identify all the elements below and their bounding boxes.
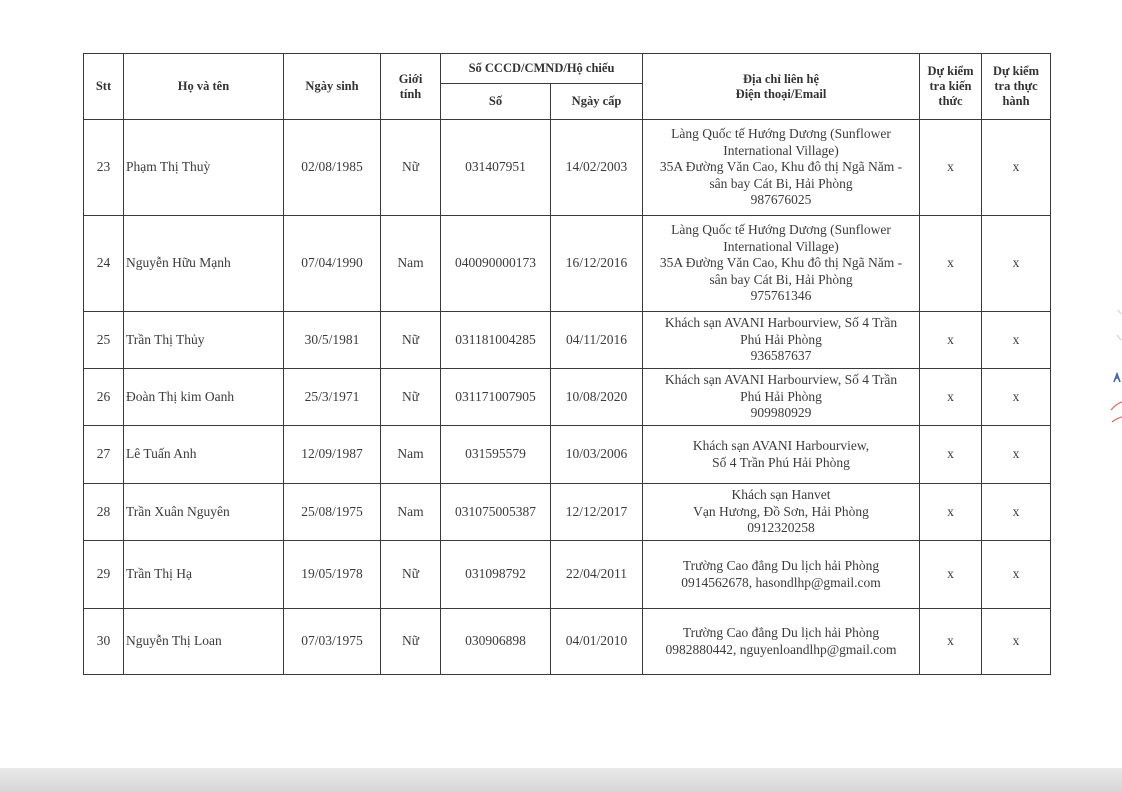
- cell-id-number: 031075005387: [441, 484, 551, 541]
- cell-name: Nguyễn Thị Loan: [124, 609, 284, 675]
- header-gender-line: Giới: [398, 71, 423, 86]
- header-contact-line: Điện thoại/Email: [735, 86, 827, 101]
- contact-line: 35A Đường Văn Cao, Khu đô thị Ngã Năm -: [659, 159, 903, 175]
- cell-contact: [643, 369, 920, 426]
- cell-name: Trần Thị Hạ: [124, 541, 284, 609]
- contact-line: sân bay Cát Bi, Hải Phòng: [709, 271, 853, 287]
- cell-id-number: 031407951: [441, 120, 551, 216]
- cell-practice: x: [982, 426, 1051, 484]
- cell-practice: x: [982, 312, 1051, 369]
- table-row: [84, 120, 1051, 216]
- cell-stt: 28: [84, 484, 124, 541]
- cell-stt: 27: [84, 426, 124, 484]
- cell-theory: x: [920, 369, 982, 426]
- cell-name: Đoàn Thị kim Oanh: [124, 369, 284, 426]
- cell-gender: Nam: [381, 216, 441, 312]
- header-gender: [381, 54, 441, 120]
- cell-dob: 07/03/1975: [284, 609, 381, 675]
- cell-gender: Nữ: [381, 120, 441, 216]
- cell-practice: x: [982, 609, 1051, 675]
- cell-stt: 24: [84, 216, 124, 312]
- contact-line: 35A Đường Văn Cao, Khu đô thị Ngã Năm -: [659, 255, 903, 271]
- contact-line: Trường Cao đẳng Du lịch hải Phòng: [682, 558, 880, 573]
- cell-name: Trần Thị Thủy: [124, 312, 284, 369]
- cell-contact: [643, 120, 920, 216]
- cell-id-number: 031171007905: [441, 369, 551, 426]
- cell-practice: x: [982, 541, 1051, 609]
- cell-practice: x: [982, 216, 1051, 312]
- contact-line: Vạn Hương, Đồ Sơn, Hải Phòng: [693, 503, 869, 519]
- table-row: [84, 426, 1051, 484]
- cell-id-date: 12/12/2017: [551, 484, 643, 541]
- table-row: [84, 312, 1051, 369]
- cell-practice: x: [982, 484, 1051, 541]
- cell-dob: 30/5/1981: [284, 312, 381, 369]
- cell-contact: [643, 426, 920, 484]
- cell-id-date: 22/04/2011: [551, 541, 643, 609]
- contact-line: 0912320258: [747, 520, 815, 536]
- contact-line: Phú Hải Phòng: [740, 388, 822, 404]
- cell-id-date: 04/11/2016: [551, 312, 643, 369]
- participant-table: [83, 53, 1051, 675]
- cell-id-date: 04/01/2010: [551, 609, 643, 675]
- cell-gender: Nữ: [381, 369, 441, 426]
- header-contact: [643, 54, 920, 120]
- margin-mark-scribble: [1108, 290, 1122, 440]
- cell-practice: x: [982, 120, 1051, 216]
- header-name: Họ và tên: [124, 54, 284, 120]
- contact-line: Trường Cao đẳng Du lịch hải Phòng: [682, 625, 880, 640]
- contact-line: International Village): [723, 238, 839, 254]
- cell-gender: Nam: [381, 426, 441, 484]
- contact-line: 0982880442, nguyenloandlhp@gmail.com: [665, 641, 897, 657]
- cell-gender: Nữ: [381, 312, 441, 369]
- contact-line: Phú Hải Phòng: [740, 331, 822, 347]
- header-gender-line: tính: [399, 86, 422, 101]
- cell-id-date: 14/02/2003: [551, 120, 643, 216]
- cell-theory: x: [920, 541, 982, 609]
- header-dob: Ngày sinh: [284, 54, 381, 120]
- cell-stt: 30: [84, 609, 124, 675]
- header-id-group: Số CCCD/CMND/Hộ chiếu: [441, 54, 643, 84]
- table-row: [84, 541, 1051, 609]
- cell-contact: [643, 216, 920, 312]
- header-practice-line: tra thực: [994, 79, 1038, 93]
- cell-theory: x: [920, 484, 982, 541]
- participant-table-container: [83, 53, 1051, 675]
- contact-line: 909980929: [750, 405, 812, 421]
- cell-stt: 26: [84, 369, 124, 426]
- cell-id-number: 030906898: [441, 609, 551, 675]
- cell-theory: x: [920, 609, 982, 675]
- cell-contact: [643, 541, 920, 609]
- cell-dob: 07/04/1990: [284, 216, 381, 312]
- cell-dob: 12/09/1987: [284, 426, 381, 484]
- cell-id-number: 031181004285: [441, 312, 551, 369]
- cell-dob: 25/08/1975: [284, 484, 381, 541]
- cell-name: Trần Xuân Nguyên: [124, 484, 284, 541]
- cell-practice: x: [982, 369, 1051, 426]
- cell-name: Phạm Thị Thuỳ: [124, 120, 284, 216]
- cell-contact: [643, 609, 920, 675]
- contact-line: Số 4 Trần Phú Hải Phòng: [712, 454, 850, 470]
- cell-id-date: 10/03/2006: [551, 426, 643, 484]
- cell-gender: Nam: [381, 484, 441, 541]
- cell-id-date: 10/08/2020: [551, 369, 643, 426]
- header-id-number: Số: [441, 84, 551, 120]
- header-theory-line: thức: [938, 94, 963, 108]
- header-theory-line: Dự kiểm: [927, 64, 974, 78]
- header-contact-line: Địa chỉ liên hệ: [742, 71, 820, 86]
- header-practice: [982, 54, 1051, 120]
- contact-line: 975761346: [750, 288, 812, 304]
- cell-theory: x: [920, 120, 982, 216]
- cell-theory: x: [920, 312, 982, 369]
- contact-line: Khách sạn AVANI Harbourview,: [692, 438, 870, 453]
- page-edge-shadow: [0, 768, 1122, 792]
- contact-line: Làng Quốc tế Hướng Dương (Sunflower: [671, 126, 891, 142]
- cell-theory: x: [920, 426, 982, 484]
- table-row: [84, 216, 1051, 312]
- cell-dob: 25/3/1971: [284, 369, 381, 426]
- header-practice-line: hành: [1002, 94, 1030, 108]
- cell-dob: 02/08/1985: [284, 120, 381, 216]
- contact-line: 0914562678, hasondlhp@gmail.com: [681, 574, 881, 590]
- cell-id-number: 031595579: [441, 426, 551, 484]
- cell-gender: Nữ: [381, 541, 441, 609]
- cell-dob: 19/05/1978: [284, 541, 381, 609]
- contact-line: 987676025: [750, 192, 812, 208]
- table-row: [84, 484, 1051, 541]
- contact-line: International Village): [723, 142, 839, 158]
- cell-gender: Nữ: [381, 609, 441, 675]
- header-theory: [920, 54, 982, 120]
- cell-stt: 25: [84, 312, 124, 369]
- header-stt: Stt: [84, 54, 124, 120]
- cell-stt: 29: [84, 541, 124, 609]
- cell-id-date: 16/12/2016: [551, 216, 643, 312]
- cell-name: Nguyễn Hữu Mạnh: [124, 216, 284, 312]
- table-row: [84, 369, 1051, 426]
- contact-line: Khách sạn AVANI Harbourview, Số 4 Trần: [664, 315, 898, 331]
- contact-line: 936587637: [750, 348, 812, 364]
- contact-line: Khách sạn AVANI Harbourview, Số 4 Trần: [664, 372, 898, 388]
- table-row: [84, 609, 1051, 675]
- header-theory-line: tra kiến: [929, 79, 972, 93]
- cell-stt: 23: [84, 120, 124, 216]
- contact-line: sân bay Cát Bi, Hải Phòng: [709, 175, 853, 191]
- cell-theory: x: [920, 216, 982, 312]
- header-practice-line: Dự kiểm: [992, 64, 1040, 78]
- cell-contact: [643, 312, 920, 369]
- header-id-date: Ngày cấp: [551, 84, 643, 120]
- cell-id-number: 040090000173: [441, 216, 551, 312]
- cell-id-number: 031098792: [441, 541, 551, 609]
- cell-contact: [643, 484, 920, 541]
- contact-line: Khách sạn Hanvet: [731, 487, 831, 503]
- contact-line: Làng Quốc tế Hướng Dương (Sunflower: [671, 222, 891, 238]
- cell-name: Lê Tuấn Anh: [124, 426, 284, 484]
